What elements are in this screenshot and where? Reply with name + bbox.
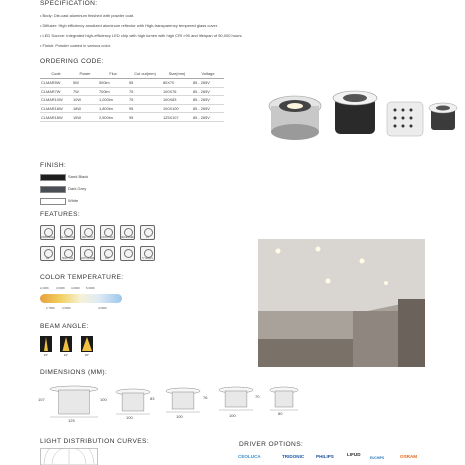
dimension-drawing bbox=[164, 387, 202, 414]
cell-size: 100X83 bbox=[162, 96, 192, 105]
downlight-perforated bbox=[387, 102, 423, 136]
finish-swatch-black bbox=[40, 174, 66, 181]
cell-flux: 700lm bbox=[98, 87, 128, 96]
cell-voltage: 85 - 265V bbox=[192, 104, 224, 113]
ct-label-5000: 5,000K bbox=[86, 286, 95, 290]
beam-cone-15 bbox=[40, 336, 52, 352]
dimension-height-label: 83 bbox=[150, 396, 155, 401]
cell-cutout: 75 bbox=[128, 87, 162, 96]
spec-line-finish: • Finish: Powder coated in various color. bbox=[40, 43, 111, 48]
dimension-width-label: 125 bbox=[68, 418, 75, 423]
feature-label: A+ bbox=[145, 236, 150, 239]
cell-power: 10W bbox=[72, 96, 98, 105]
cell-power: 18W bbox=[72, 104, 98, 113]
cell-code: CLMAR18W bbox=[40, 104, 72, 113]
ct-label-3500: 3,500K bbox=[62, 306, 71, 310]
cell-code: CLMAR7W bbox=[40, 87, 72, 96]
col-voltage: Voltage bbox=[192, 69, 224, 79]
color-temperature-title: COLOR TEMPERATURE: bbox=[40, 274, 124, 281]
spec-title: SPECIFICATION: bbox=[40, 0, 98, 7]
beam-cone-24 bbox=[60, 336, 72, 352]
col-code: Code bbox=[40, 69, 72, 79]
cell-size: 80X70 bbox=[162, 79, 192, 88]
cell-flux: 1,800lm bbox=[98, 104, 128, 113]
cell-power: 15W bbox=[72, 113, 98, 122]
color-temperature-gradient-bar bbox=[40, 294, 122, 303]
spec-line-diffuser: • Diffuser: High efficiency anodized aluminum reflector with High-transparency tempered glass cover. bbox=[40, 23, 219, 28]
dimension-drawing bbox=[114, 388, 155, 416]
cell-cutout: 55 bbox=[128, 79, 162, 88]
logo-tridonic: TRIDONIC bbox=[282, 454, 305, 459]
beam-icon-24 bbox=[60, 336, 72, 352]
finish-label-black: Sand Black bbox=[68, 174, 89, 179]
logo-lifud: LIFUD bbox=[347, 452, 361, 457]
ordering-table bbox=[40, 69, 224, 122]
table-row bbox=[40, 113, 224, 122]
ct-label-3000: 3,000K bbox=[56, 286, 65, 290]
dimension-drawing bbox=[268, 386, 300, 412]
logo-philips: PHILIPS bbox=[316, 454, 334, 459]
table-row bbox=[40, 104, 224, 113]
cell-code: CLMAR5W bbox=[40, 79, 72, 88]
polar-curve-diagram bbox=[40, 448, 98, 465]
dimension-height-label: 107 bbox=[38, 397, 45, 402]
ct-label-4000: 4,000K bbox=[71, 286, 80, 290]
spec-line-led: • LED Source: Integrated high-efficiency LED chip with high lumen with high CRI >90 and lifespan of 50,000 hours. bbox=[40, 33, 243, 38]
dimension-drawing bbox=[217, 386, 255, 412]
cell-code: CLMAR10W bbox=[40, 96, 72, 105]
col-power: Power bbox=[72, 69, 98, 79]
col-cutout: Cut out(mm) bbox=[128, 69, 162, 79]
finish-label-grey: Dark Grey bbox=[68, 186, 87, 191]
cell-size: 125X107 bbox=[162, 113, 192, 122]
table-row bbox=[40, 87, 224, 96]
cell-power: 5W bbox=[72, 79, 98, 88]
feature-label: RECESSED bbox=[120, 236, 135, 239]
beam-label-36: 36° bbox=[84, 353, 90, 357]
light-distribution-title: LIGHT DISTRIBUTION CURVES: bbox=[40, 438, 150, 445]
room-photo bbox=[258, 239, 425, 367]
dimension-width-label: 100 bbox=[176, 414, 183, 419]
ct-label-2700: 2,700K bbox=[46, 306, 55, 310]
finish-label-white: White bbox=[68, 198, 79, 203]
feature-label: ALUMINUM bbox=[60, 236, 75, 239]
col-size: Size(mm) bbox=[162, 69, 192, 79]
beam-icon-36 bbox=[81, 336, 93, 352]
feature-icon bbox=[120, 246, 135, 261]
feature-label: ANTI GLARE bbox=[80, 257, 95, 260]
beam-cone-36 bbox=[81, 336, 93, 352]
downlight-large bbox=[269, 96, 321, 140]
feature-label: CE bbox=[45, 257, 50, 260]
cell-cutout: 95 bbox=[128, 113, 162, 122]
dimensions-title: DIMENSIONS (MM): bbox=[40, 369, 108, 376]
cell-flux: 500lm bbox=[98, 79, 128, 88]
finish-swatch-white bbox=[40, 198, 66, 205]
ct-label-2200: 2,200K bbox=[40, 286, 49, 290]
dimension-width-label: 100 bbox=[229, 413, 236, 418]
finish-swatch-grey bbox=[40, 186, 66, 193]
feature-label: DIMMABLE bbox=[40, 236, 55, 239]
features-title: FEATURES: bbox=[40, 211, 81, 218]
cell-voltage: 85 - 265V bbox=[192, 113, 224, 122]
table-row bbox=[40, 96, 224, 105]
beam-angle-title: BEAM ANGLE: bbox=[40, 323, 89, 330]
col-flux: Flux bbox=[98, 69, 128, 79]
dimension-height-label: 70 bbox=[255, 394, 260, 399]
cell-cutout: 75 bbox=[128, 96, 162, 105]
cell-cutout: 95 bbox=[128, 104, 162, 113]
cell-flux: 1,000lm bbox=[98, 96, 128, 105]
cell-code: CLMAR18W bbox=[40, 113, 72, 122]
logo-osram: OSRAM bbox=[400, 454, 418, 459]
driver-options-title: DRIVER OPTIONS: bbox=[239, 441, 304, 448]
downlight-heatsink bbox=[333, 91, 377, 134]
cell-size: 100X76 bbox=[162, 87, 192, 96]
feature-label: HIGH CRI bbox=[61, 257, 74, 260]
ct-label-4500: 4,500K bbox=[98, 306, 107, 310]
cell-voltage: 85 - 265V bbox=[192, 96, 224, 105]
dimension-width-label: 100 bbox=[126, 415, 133, 420]
dimension-height-label: 76 bbox=[203, 395, 208, 400]
finish-title: FINISH: bbox=[40, 162, 67, 169]
dimension-width-label: 80 bbox=[278, 411, 283, 416]
feature-label: FROSTED bbox=[101, 236, 114, 239]
cell-power: 7W bbox=[72, 87, 98, 96]
downlight-small bbox=[429, 103, 457, 130]
cell-voltage: 85 - 265V bbox=[192, 79, 224, 88]
cell-size: 100X100 bbox=[162, 104, 192, 113]
feature-label: 360° bbox=[104, 257, 111, 260]
beam-icon-15 bbox=[40, 336, 52, 352]
ordering-title: ORDERING CODE: bbox=[40, 58, 104, 65]
logo-ceoluca: CEOLUCA bbox=[238, 454, 261, 459]
cell-flux: 2,500lm bbox=[98, 113, 128, 122]
dimension-drawing bbox=[48, 385, 100, 419]
spec-line-body: • Body: Die-cast aluminum finished with powder coat. bbox=[40, 13, 135, 18]
logo-euchips: EUCHIPS bbox=[370, 456, 385, 460]
feature-label: DIE CAST bbox=[81, 236, 94, 239]
beam-label-24: 24° bbox=[63, 353, 69, 357]
ordering-header-row bbox=[40, 69, 224, 79]
cell-voltage: 85 - 265V bbox=[192, 87, 224, 96]
feature-label: 5 YEARS bbox=[142, 257, 153, 260]
table-row bbox=[40, 79, 224, 88]
dimension-height-label: 100 bbox=[100, 397, 107, 402]
product-image bbox=[255, 78, 460, 158]
beam-label-15: 15° bbox=[43, 353, 49, 357]
